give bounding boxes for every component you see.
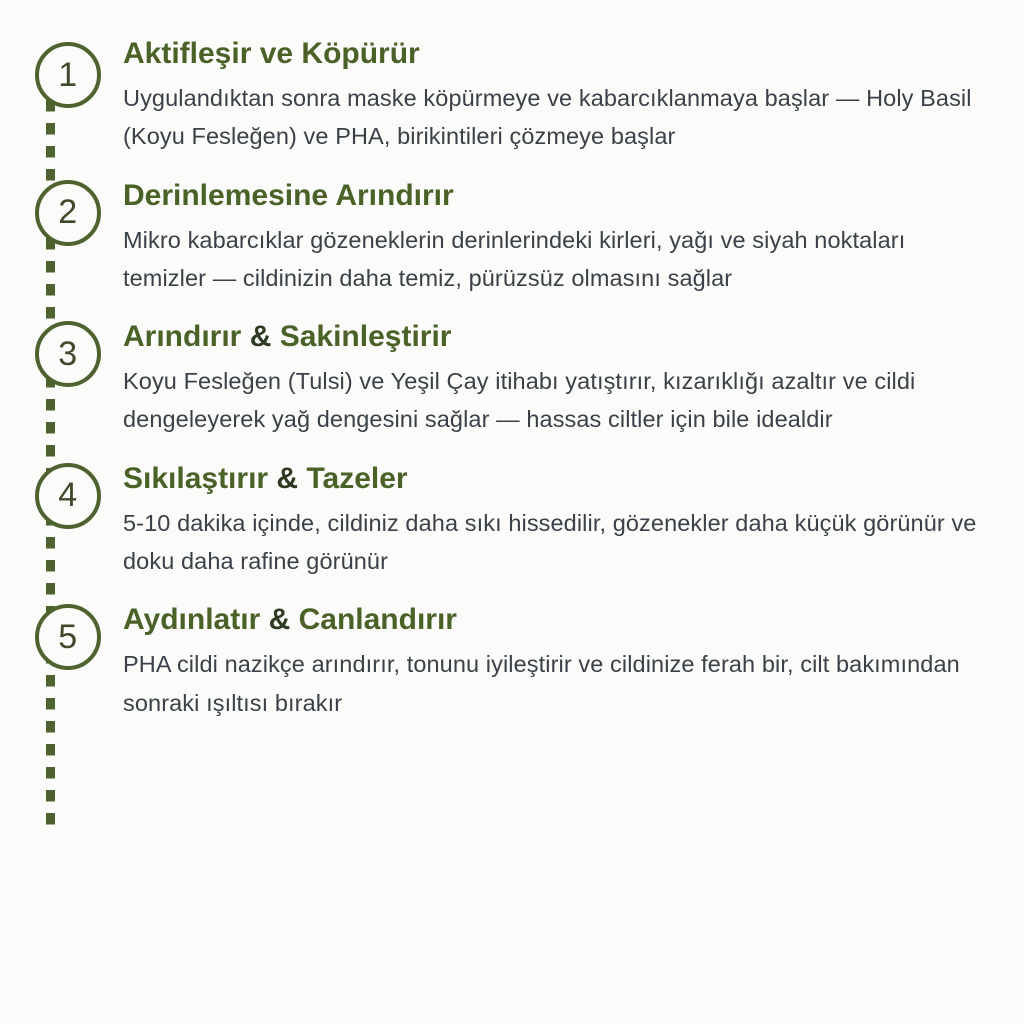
step-title	[123, 461, 994, 496]
step-description: Koyu Fesleğen (Tulsi) ve Yeşil Çay itihabı yatıştırır, kızarıklığı azaltır ve cildi dengeleyerek yağ dengesini sağlar — hassas ciltler için bile idealdir	[123, 368, 916, 433]
step-title-secondary: Sakinleştirir	[279, 320, 452, 354]
step-title	[123, 319, 994, 354]
step-title-main: Aydınlatır	[123, 603, 261, 637]
list-item	[18, 592, 994, 722]
step-number: 3	[58, 334, 78, 373]
step-number-badge	[35, 321, 101, 387]
step-number: 5	[58, 617, 78, 656]
step-number: 1	[58, 55, 78, 94]
step-title-ampersand: &	[276, 461, 299, 495]
step-body	[123, 168, 994, 298]
step-number-badge	[35, 604, 101, 670]
list-item	[18, 309, 994, 439]
step-title	[123, 178, 994, 213]
list-item	[18, 168, 994, 298]
step-description: Mikro kabarcıklar gözeneklerin derinlerindeki kirleri, yağı ve siyah noktaları temizler — cildinizin daha temiz, pürüzsüz olmasını sağlar	[123, 226, 906, 291]
step-description: 5-10 dakika içinde, cildiniz daha sıkı hissedilir, gözenekler daha küçük görünür ve doku daha rafine görünür	[123, 509, 977, 574]
step-title-main: Derinlemesine Arındırır	[123, 178, 454, 212]
step-number-badge	[35, 42, 101, 108]
step-description: Uygulandıktan sonra maske köpürmeye ve kabarcıklanmaya başlar — Holy Basil (Koyu Fesleğen) ve PHA, birikintileri çözmeye başlar	[123, 85, 972, 150]
step-title-secondary: Tazeler	[306, 461, 408, 495]
step-body	[123, 309, 994, 439]
step-body	[123, 451, 994, 581]
list-item	[18, 451, 994, 581]
step-title-ampersand: &	[249, 320, 272, 354]
step-body	[123, 592, 994, 722]
step-title-main: Arındırır	[123, 320, 242, 354]
step-title-secondary: Canlandırır	[298, 603, 457, 637]
list-item	[18, 26, 994, 156]
step-number-badge	[35, 180, 101, 246]
step-title	[123, 602, 994, 637]
step-number: 4	[58, 476, 78, 515]
step-title	[123, 36, 994, 71]
steps-list	[18, 26, 994, 722]
step-title-ampersand: &	[268, 603, 291, 637]
step-title-main: Aktifleşir ve Köpürür	[123, 37, 420, 70]
step-description: PHA cildi nazikçe arındırır, tonunu iyileştirir ve cildinize ferah bir, cilt bakımından sonraki ışıltısı bırakır	[123, 651, 960, 716]
step-body	[123, 26, 994, 156]
step-number: 2	[58, 193, 78, 232]
step-number-badge	[35, 463, 101, 529]
step-title-main: Sıkılaştırır	[123, 461, 269, 495]
